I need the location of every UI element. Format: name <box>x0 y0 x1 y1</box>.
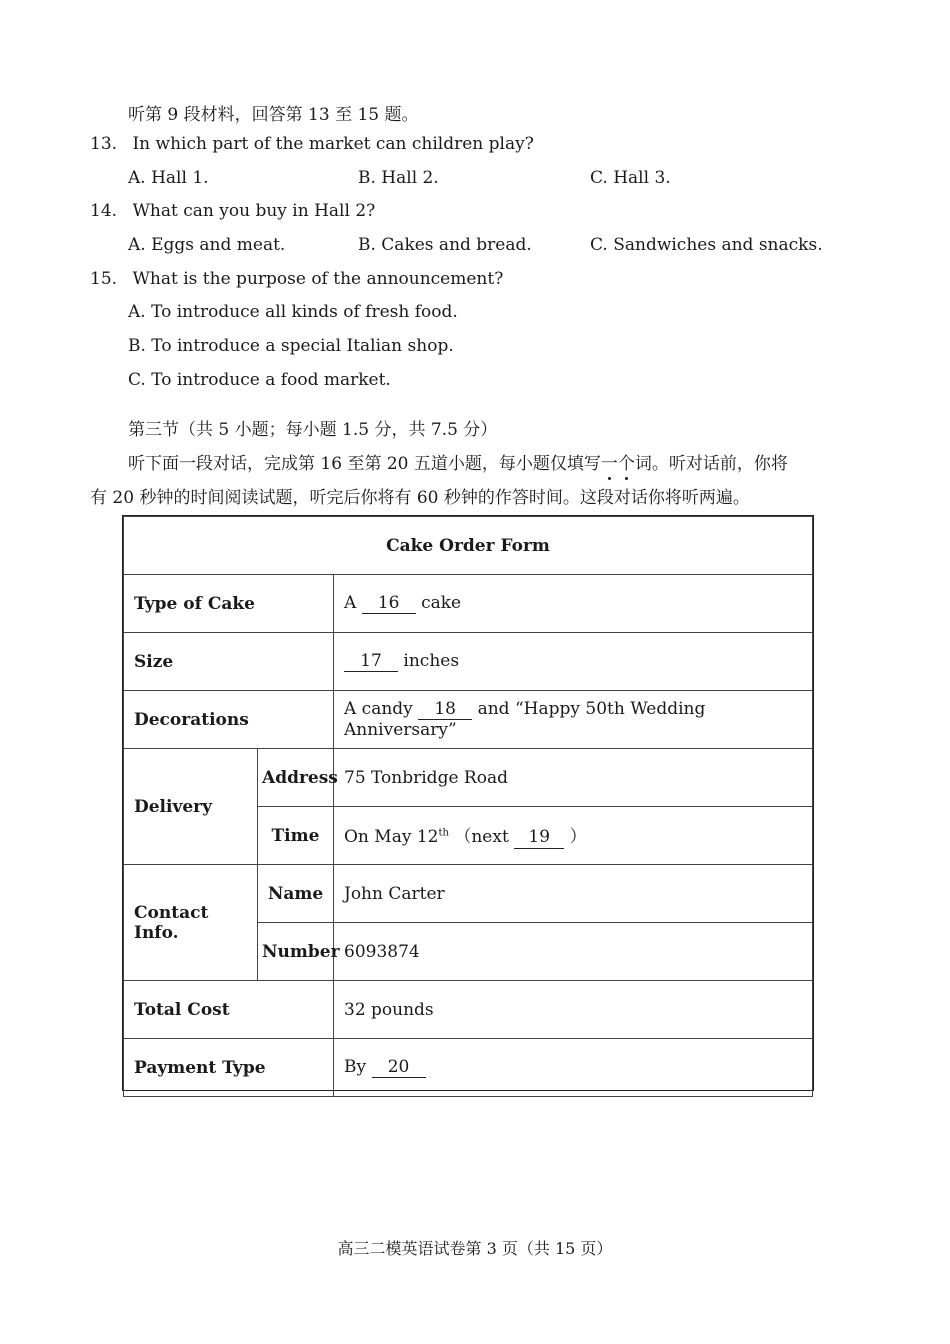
option-14a: A. Eggs and meat. <box>128 235 286 255</box>
payment-label: Payment Type <box>124 1039 334 1097</box>
form-title: Cake Order Form <box>124 517 813 575</box>
decorations-value <box>334 691 813 749</box>
part3-instructions-2: 有 20 秒钟的时间阅读试题，听完后你将有 60 秒钟的作答时间。这段对话你将听两遍。 <box>90 488 750 508</box>
question-text: What is the purpose of the announcement? <box>132 269 504 289</box>
cost-value: 32 pounds <box>334 981 813 1039</box>
type-label: Type of Cake <box>124 575 334 633</box>
blank-20[interactable]: 20 <box>372 1057 426 1078</box>
contact-label: Contact Info. <box>124 865 258 981</box>
section-intro: 听第 9 段材料，回答第 13 至 15 题。 <box>128 105 419 125</box>
option-15b: B. To introduce a special Italian shop. <box>128 336 454 356</box>
payment-value <box>334 1039 813 1097</box>
option-14b: B. Cakes and bread. <box>358 235 532 255</box>
order-table <box>123 516 813 1097</box>
instr-text: 听下面一段对话，完成第 16 至第 20 五道小题，每小题仅填写 <box>128 454 601 474</box>
type-post: cake <box>421 592 462 613</box>
option-13a: A. Hall 1. <box>128 168 209 188</box>
option-13b: B. Hall 2. <box>358 168 439 188</box>
blank-16[interactable]: 16 <box>362 593 416 614</box>
part3-instructions-1 <box>128 449 788 474</box>
instr-text: 词。听对话前，你将 <box>634 454 788 474</box>
number-label: Number <box>258 923 334 981</box>
option-13c: C. Hall 3. <box>590 168 671 188</box>
question-13 <box>90 134 534 154</box>
deco-pre: A candy <box>344 698 413 719</box>
size-label: Size <box>124 633 334 691</box>
deco-post: and “Happy 50th Wedding Anniversary” <box>344 698 706 741</box>
question-text: What can you buy in Hall 2? <box>132 201 376 221</box>
option-15a: A. To introduce all kinds of fresh food. <box>128 302 458 322</box>
address-value: 75 Tonbridge Road <box>334 749 813 807</box>
option-15c: C. To introduce a food market. <box>128 370 391 390</box>
cost-label: Total Cost <box>124 981 334 1039</box>
question-number: 13. <box>90 134 118 154</box>
question-text: In which part of the market can children play? <box>132 134 534 154</box>
type-value <box>334 575 813 633</box>
address-label: Address <box>258 749 334 807</box>
question-14 <box>90 201 375 221</box>
type-pre: A <box>344 592 357 613</box>
time-value <box>334 807 813 865</box>
time-sup: th <box>438 827 449 839</box>
payment-pre: By <box>344 1056 367 1077</box>
option-14c: C. Sandwiches and snacks. <box>590 235 823 255</box>
page-footer: 高三二模英语试卷第 3 页（共 15 页） <box>337 1239 613 1258</box>
blank-17[interactable]: 17 <box>344 651 398 672</box>
time-mid: （next <box>454 827 509 848</box>
size-post: inches <box>403 650 460 671</box>
cake-order-form <box>122 515 814 1091</box>
time-pre: On May 12 <box>344 827 439 848</box>
blank-18[interactable]: 18 <box>418 699 472 720</box>
question-15 <box>90 269 503 289</box>
number-value: 6093874 <box>334 923 813 981</box>
blank-19[interactable]: 19 <box>514 827 564 848</box>
delivery-label: Delivery <box>124 749 258 865</box>
name-value: John Carter <box>334 865 813 923</box>
size-value <box>334 633 813 691</box>
question-number: 15. <box>90 269 118 289</box>
name-label: Name <box>258 865 334 923</box>
decorations-label: Decorations <box>124 691 334 749</box>
part3-heading: 第三节（共 5 小题；每小题 1.5 分，共 7.5 分） <box>128 420 498 440</box>
time-label: Time <box>258 807 334 865</box>
question-number: 14. <box>90 201 118 221</box>
emphasis-char: 个 <box>617 454 635 474</box>
emphasis-char: 一 <box>600 454 618 474</box>
time-post: ） <box>569 827 587 848</box>
